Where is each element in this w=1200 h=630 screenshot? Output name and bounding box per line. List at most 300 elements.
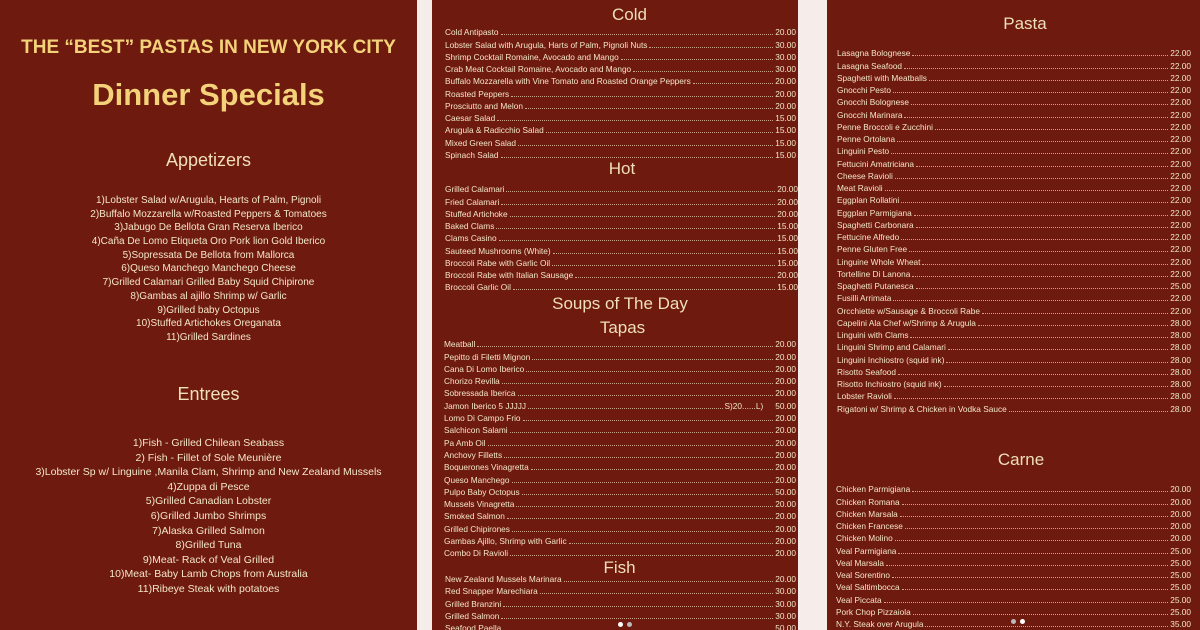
dot-leader bbox=[531, 469, 774, 470]
carne-menu bbox=[836, 482, 1191, 629]
list-item: 8)Gambas al ajillo Shrimp w/ Garlic bbox=[130, 290, 287, 302]
menu-item-name: Penne Gluten Free bbox=[837, 244, 908, 255]
menu-item bbox=[837, 291, 1191, 303]
dot-leader bbox=[912, 55, 1168, 56]
entrees-heading: Entrees bbox=[177, 384, 240, 404]
menu-item bbox=[444, 534, 796, 546]
menu-item-price: 20.00 bbox=[775, 76, 796, 87]
menu-item-name: Salchicon Salami bbox=[444, 425, 508, 436]
menu-item-name: Red Snapper Marechiara bbox=[445, 586, 538, 597]
menu-item bbox=[837, 46, 1191, 58]
list-item: 4)Caña De Lomo Etiqueta Oro Pork lion Gold Iberico bbox=[91, 236, 326, 248]
dot-leader bbox=[516, 506, 773, 507]
menu-item-name: Linguini Shrimp and Calamari bbox=[837, 342, 946, 353]
menu-item-name: Pa Amb Oil bbox=[444, 437, 486, 448]
menu-item-price: 20.00 bbox=[775, 523, 796, 534]
menu-item bbox=[445, 584, 796, 596]
menu-item bbox=[837, 144, 1191, 156]
menu-item-name: Linguini Pesto bbox=[837, 146, 890, 157]
menu-item-name: Arugula & Radicchio Salad bbox=[445, 125, 544, 136]
menu-item bbox=[444, 337, 796, 349]
dot-leader bbox=[895, 178, 1168, 179]
menu-item bbox=[445, 280, 798, 292]
dot-leader bbox=[497, 120, 773, 121]
dot-leader bbox=[499, 240, 776, 241]
menu-item bbox=[837, 193, 1191, 205]
menu-item-price: 22.00 bbox=[1170, 121, 1191, 132]
menu-item-price: 25.00 bbox=[1170, 582, 1191, 593]
menu-item bbox=[445, 123, 796, 135]
menu-item-price: 25.00 bbox=[1170, 545, 1191, 556]
menu-item bbox=[836, 494, 1191, 506]
menu-item bbox=[445, 50, 796, 62]
dot-leader bbox=[982, 313, 1168, 314]
menu-item-price: 20.00 bbox=[1170, 508, 1191, 519]
menu-item-name: Spinach Salad bbox=[445, 149, 499, 160]
dot-leader bbox=[916, 166, 1168, 167]
list-item: 5)Sopressata De Bellota from Mallorca bbox=[122, 249, 295, 261]
menu-item bbox=[445, 231, 798, 243]
menu-item-name: Risotto Seafood bbox=[837, 366, 897, 377]
menu-item-price: 15.00 bbox=[775, 113, 796, 123]
list-item: 7)Grilled Calamari Grilled Baby Squid Chipirone bbox=[102, 277, 315, 289]
entrees-list bbox=[0, 436, 417, 597]
menu-item-price: 20.00 bbox=[775, 474, 796, 485]
dot-leader bbox=[922, 264, 1168, 265]
dot-leader bbox=[904, 68, 1168, 69]
menu-item-price: 25.00 bbox=[1170, 606, 1191, 617]
menu-item bbox=[444, 411, 796, 423]
menu-item-price: 20.00 bbox=[775, 376, 796, 387]
list-item: 11)Ribeye Steak with potatoes bbox=[137, 582, 280, 595]
hot-heading: Hot bbox=[608, 159, 636, 178]
menu-item bbox=[837, 389, 1191, 401]
menu-item-price: 28.00 bbox=[1170, 366, 1191, 377]
dot-leader bbox=[503, 606, 773, 607]
dot-leader bbox=[540, 593, 774, 594]
menu-item-name: Veal Sorentino bbox=[836, 570, 890, 580]
menu-item-price: 25.00 bbox=[1170, 281, 1191, 291]
dot-leader bbox=[897, 141, 1168, 142]
dot-leader bbox=[909, 251, 1168, 252]
menu-item-price: 20.00 bbox=[775, 499, 796, 510]
menu-item-name: Spaghetti Carbonara bbox=[837, 219, 914, 230]
menu-item-price: 20.00 bbox=[775, 511, 796, 522]
menu-item-name: Risotto Inchiostro (squid ink) bbox=[837, 379, 942, 389]
menu-item-price: 20.00 bbox=[775, 425, 796, 436]
menu-item bbox=[445, 256, 798, 268]
menu-item bbox=[836, 482, 1191, 494]
menu-item bbox=[837, 328, 1191, 340]
dot-leader bbox=[525, 108, 773, 109]
dot-leader bbox=[929, 80, 1168, 81]
starters-panel bbox=[432, 0, 798, 630]
menu-item-name: Broccoli Rabe with Garlic Oil bbox=[445, 257, 551, 268]
menu-item-price: 35.00 bbox=[1170, 619, 1191, 629]
list-item: 7)Alaska Grilled Salmon bbox=[152, 524, 265, 537]
dot-leader bbox=[978, 325, 1168, 326]
dot-leader bbox=[511, 96, 773, 97]
dot-leader bbox=[502, 383, 773, 384]
menu-item-price: 28.00 bbox=[1170, 379, 1191, 389]
menu-item-price: 15.00 bbox=[777, 282, 798, 293]
menu-item bbox=[445, 37, 796, 49]
menu-item-price: 25.00 bbox=[1170, 557, 1191, 568]
dot-leader bbox=[914, 215, 1169, 216]
menu-item bbox=[836, 568, 1191, 580]
menu-item-price: 22.00 bbox=[1170, 85, 1191, 95]
menu-item-price: 22.00 bbox=[1170, 207, 1191, 218]
menu-item-name: Sauteed Mushrooms (White) bbox=[445, 245, 551, 256]
menu-item-name: Eggplan Parmigiana bbox=[837, 207, 912, 218]
dot-leader bbox=[501, 618, 773, 619]
dot-leader bbox=[885, 190, 1169, 191]
menu-item-price: 22.00 bbox=[1170, 293, 1191, 304]
menu-item-price: 20.00 bbox=[775, 100, 796, 111]
menu-item-name: Pepitto di Filetti Mignon bbox=[444, 351, 531, 362]
list-item: 4)Zuppa di Pesce bbox=[167, 480, 250, 493]
menu-item-price: 15.00 bbox=[777, 245, 798, 256]
menu-item-name: Broccoli Rabe with Italian Sausage bbox=[445, 270, 574, 280]
menu-item bbox=[444, 521, 796, 533]
menu-item bbox=[836, 531, 1191, 543]
specials-panel bbox=[0, 0, 417, 630]
menu-item-price: 20.00 bbox=[777, 184, 798, 195]
menu-item-name: Smoked Salmon bbox=[444, 511, 505, 522]
menu-item bbox=[837, 377, 1191, 389]
menu-item-name: Grilled Branzini bbox=[445, 598, 502, 609]
menu-item bbox=[444, 546, 796, 558]
menu-item-name: Fusilli Arrimata bbox=[837, 293, 892, 304]
menu-item bbox=[444, 485, 796, 497]
menu-item-name: Stuffed Artichoke bbox=[445, 208, 508, 219]
dot-leader bbox=[900, 516, 1168, 517]
menu-item-price: 22.00 bbox=[1170, 134, 1191, 144]
dot-leader bbox=[532, 359, 773, 360]
carousel-dot[interactable] bbox=[627, 622, 632, 627]
menu-item bbox=[837, 316, 1191, 328]
menu-item bbox=[444, 349, 796, 361]
menu-item-name: Veal Parmigiana bbox=[836, 545, 897, 556]
dinner-specials-title: Dinner Specials bbox=[92, 77, 325, 112]
menu-item-price: 20.00 bbox=[775, 351, 796, 362]
menu-item-price: 28.00 bbox=[1170, 354, 1191, 365]
menu-item-name: Pulpo Baby Octopus bbox=[444, 486, 520, 497]
menu-item-price: 25.00 bbox=[1170, 594, 1191, 605]
menu-item-price: 20.00 bbox=[775, 548, 796, 559]
dot-leader bbox=[893, 92, 1168, 93]
dot-leader bbox=[518, 145, 773, 146]
menu-item-price: 20.00 bbox=[775, 388, 796, 399]
menu-item-price: 20.00 bbox=[775, 339, 796, 350]
menu-item bbox=[445, 572, 796, 584]
menu-item-price: 20.00 bbox=[775, 437, 796, 448]
dot-leader bbox=[912, 491, 1168, 492]
menu-item-name: Mixed Green Salad bbox=[445, 137, 517, 148]
menu-item-name: Veal Marsala bbox=[836, 557, 884, 568]
carousel-dot[interactable] bbox=[1011, 619, 1016, 624]
menu-item-price: 22.00 bbox=[1170, 158, 1191, 169]
menu-item-name: Roasted Peppers bbox=[445, 88, 510, 99]
menu-item-price: 28.00 bbox=[1170, 403, 1191, 414]
menu-item bbox=[445, 25, 796, 37]
menu-item bbox=[444, 509, 796, 521]
panel-divider bbox=[417, 0, 432, 630]
menu-item-name: Penne Broccoli e Zucchini bbox=[837, 121, 933, 132]
list-item: 2) Fish - Fillet of Sole Meunière bbox=[135, 451, 282, 464]
menu-item-price: 22.00 bbox=[1170, 244, 1191, 255]
menu-item-price: 28.00 bbox=[1170, 391, 1191, 402]
dot-leader bbox=[1009, 411, 1169, 412]
menu-item-price: 22.00 bbox=[1170, 48, 1191, 59]
menu-item-name: Seafood Paella bbox=[445, 622, 502, 630]
dot-leader bbox=[898, 374, 1168, 375]
dot-leader bbox=[916, 227, 1169, 228]
dot-leader bbox=[904, 117, 1168, 118]
dot-leader bbox=[649, 47, 773, 48]
menu-item-price: 20.00 bbox=[775, 462, 796, 473]
menu-item bbox=[444, 448, 796, 460]
menu-item-price: 22.00 bbox=[1170, 183, 1191, 193]
menu-item-price: 20.00 bbox=[775, 27, 796, 38]
menu-item bbox=[445, 86, 796, 98]
dot-leader bbox=[477, 346, 773, 347]
hot-menu bbox=[445, 182, 798, 292]
menu-item-name: Eggplan Rollatini bbox=[837, 195, 900, 206]
cold-menu bbox=[445, 25, 796, 160]
menu-item bbox=[837, 254, 1191, 266]
menu-item-name: Linguine Whole Wheat bbox=[837, 256, 921, 267]
list-item: 10)Stuffed Artichokes Oreganata bbox=[136, 318, 281, 330]
dot-leader bbox=[523, 420, 774, 421]
dot-leader bbox=[901, 239, 1168, 240]
dot-leader bbox=[510, 432, 774, 433]
menu-item bbox=[836, 556, 1191, 568]
menu-item-name: Penne Ortolana bbox=[837, 134, 896, 144]
pasta-heading: Pasta bbox=[1003, 14, 1047, 33]
menu-item-name: Fettucini Amatriciana bbox=[837, 158, 915, 169]
dot-leader bbox=[552, 265, 775, 266]
pasta-menu bbox=[837, 46, 1191, 414]
restaurant-headline: THE “BEST” PASTAS IN NEW YORK CITY bbox=[21, 37, 396, 58]
menu-item bbox=[444, 398, 796, 410]
menu-item-price: 30.00 bbox=[775, 51, 796, 62]
menu-item-name: Orcchiette w/Sausage & Broccoli Rabe bbox=[837, 305, 980, 316]
dot-leader bbox=[911, 104, 1168, 105]
dot-leader bbox=[913, 614, 1169, 615]
dot-leader bbox=[526, 371, 773, 372]
dot-leader bbox=[892, 577, 1168, 578]
fish-heading: Fish bbox=[603, 558, 636, 577]
menu-item bbox=[837, 365, 1191, 377]
dot-leader bbox=[633, 71, 773, 72]
dot-leader bbox=[621, 59, 774, 60]
dot-leader bbox=[693, 83, 773, 84]
menu-item bbox=[837, 71, 1191, 83]
menu-item-price: 20.00 bbox=[1170, 484, 1191, 495]
carousel-dot-active[interactable] bbox=[618, 622, 623, 627]
menu-item-name: Crab Meat Cocktail Romaine, Avocado and Mango bbox=[445, 64, 632, 74]
list-item: 5)Grilled Canadian Lobster bbox=[145, 495, 272, 508]
menu-item-name: Linguini with Clams bbox=[837, 330, 909, 340]
dot-leader bbox=[504, 457, 773, 458]
dot-leader bbox=[506, 191, 775, 192]
dot-leader bbox=[893, 300, 1168, 301]
menu-item-name: Chicken Romana bbox=[836, 496, 900, 507]
menu-item-name: Lasagna Bolognese bbox=[837, 48, 911, 59]
menu-item-name: Veal Piccata bbox=[836, 594, 882, 605]
list-item: 3)Jabugo De Bellota Gran Reserva Iberico bbox=[114, 222, 303, 234]
menu-item bbox=[836, 507, 1191, 519]
menu-item-name: Fettucine Alfredo bbox=[837, 232, 900, 242]
menu-item bbox=[836, 543, 1191, 555]
appetizers-list bbox=[0, 194, 417, 345]
menu-item-name: Rigatoni w/ Shrimp & Chicken in Vodka Sauce bbox=[837, 403, 1007, 414]
dot-leader bbox=[935, 129, 1168, 130]
menu-item bbox=[837, 181, 1191, 193]
menu-item bbox=[445, 111, 796, 123]
list-item: 9)Grilled baby Octopus bbox=[157, 304, 260, 316]
menu-item bbox=[444, 497, 796, 509]
carousel-indicator[interactable] bbox=[1011, 619, 1025, 624]
menu-item-price: 30.00 bbox=[775, 598, 796, 609]
menu-item bbox=[445, 268, 798, 280]
dot-leader bbox=[528, 408, 722, 409]
carousel-dot-active[interactable] bbox=[1020, 619, 1025, 624]
menu-item-name: Boquerones Vinagretta bbox=[444, 462, 529, 473]
menu-item-name: Jamon Iberico 5 JJJJJ bbox=[444, 400, 527, 411]
menu-item-name: New Zealand Mussels Marinara bbox=[445, 574, 562, 585]
menu-item-name: Fried Calamari bbox=[445, 196, 500, 207]
panel-divider bbox=[798, 0, 827, 630]
menu-item bbox=[445, 74, 796, 86]
dot-leader bbox=[944, 386, 1169, 387]
menu-item bbox=[444, 460, 796, 472]
menu-item-price: 20.00 bbox=[777, 196, 798, 207]
menu-item-name: Sobressada Iberica bbox=[444, 388, 516, 399]
menu-item-name: Gnocchi Marinara bbox=[837, 109, 903, 120]
menu-item-price: 22.00 bbox=[1170, 305, 1191, 316]
appetizers-heading: Appetizers bbox=[165, 150, 252, 170]
menu-item bbox=[445, 182, 798, 194]
menu-item bbox=[837, 58, 1191, 70]
menu-item bbox=[837, 401, 1191, 413]
menu-item-name: Anchovy Filletts bbox=[444, 449, 503, 460]
menu-item bbox=[445, 243, 798, 255]
menu-item-name: Veal Saltimbocca bbox=[836, 582, 900, 593]
menu-item-name: Meatball bbox=[444, 339, 476, 350]
list-item: 3)Lobster Sp w/ Linguine ,Manila Clam, Shrimp and New Zealand Mussels bbox=[35, 466, 382, 479]
dot-leader bbox=[895, 540, 1169, 541]
menu-item bbox=[444, 362, 796, 374]
menu-item-price: 30.00 bbox=[775, 64, 796, 74]
menu-item-name: Gambas Ajillo, Shrimp with Garlic bbox=[444, 536, 567, 547]
menu-item-price: 15.00 bbox=[775, 125, 796, 136]
dot-leader bbox=[894, 398, 1168, 399]
menu-item bbox=[444, 386, 796, 398]
mains-panel bbox=[827, 0, 1200, 630]
menu-item-name: Prosciutto and Melon bbox=[445, 100, 523, 111]
menu-item-price: 15.00 bbox=[775, 149, 796, 160]
soups-heading: Soups of The Day bbox=[552, 294, 688, 313]
menu-item-name: Gnocchi Bolognese bbox=[837, 97, 909, 108]
menu-item-price: 20.00 bbox=[777, 270, 798, 280]
menu-item bbox=[837, 267, 1191, 279]
menu-item bbox=[445, 207, 798, 219]
menu-item-name: Caesar Salad bbox=[445, 113, 496, 123]
menu-item-name: Chicken Molino bbox=[836, 533, 893, 544]
menu-item-price: 20.00 bbox=[775, 536, 796, 547]
menu-item-price: 20.00 bbox=[775, 574, 796, 585]
menu-item-price: 22.00 bbox=[1170, 146, 1191, 157]
list-item: 1)Fish - Grilled Chilean Seabass bbox=[132, 437, 285, 449]
menu-item bbox=[837, 205, 1191, 217]
menu-item bbox=[837, 279, 1191, 291]
menu-item-price: 22.00 bbox=[1170, 60, 1191, 71]
menu-item-price: 20.00 bbox=[1170, 533, 1191, 544]
list-item: 6)Grilled Jumbo Shrimps bbox=[150, 509, 267, 522]
menu-item bbox=[837, 120, 1191, 132]
menu-item-price: 50.00 bbox=[775, 400, 796, 411]
menu-item bbox=[445, 596, 796, 608]
carousel-indicator[interactable] bbox=[618, 622, 632, 627]
menu-item bbox=[837, 95, 1191, 107]
dot-leader bbox=[912, 276, 1168, 277]
menu-item-name: Cheese Ravioli bbox=[837, 170, 893, 181]
menu-item-price: 20.00 bbox=[775, 363, 796, 374]
menu-item bbox=[836, 605, 1191, 617]
menu-item-name: Lobster Salad with Arugula, Harts of Palm, Pignoli Nuts bbox=[445, 39, 648, 50]
menu-item-name: Queso Manchego bbox=[444, 474, 510, 485]
menu-item bbox=[837, 156, 1191, 168]
menu-item-price: 15.00 bbox=[777, 257, 798, 268]
tapas-heading: Tapas bbox=[599, 318, 646, 337]
menu-item-price: 20.00 bbox=[1170, 496, 1191, 507]
menu-item-price: 50.00 bbox=[775, 622, 796, 630]
dot-leader bbox=[510, 216, 776, 217]
dot-leader bbox=[925, 626, 1168, 627]
menu-item-name: N.Y. Steak over Arugula bbox=[836, 619, 924, 629]
menu-item-name: Gnocchi Pesto bbox=[837, 85, 891, 95]
menu-item bbox=[837, 242, 1191, 254]
menu-item bbox=[836, 519, 1191, 531]
list-item: 8)Grilled Tuna bbox=[175, 539, 242, 552]
dot-leader bbox=[884, 602, 1169, 603]
menu-item-name: Clams Casino bbox=[445, 233, 497, 244]
dot-leader bbox=[501, 157, 774, 158]
menu-item-price: 15.00 bbox=[777, 233, 798, 244]
dot-leader bbox=[891, 153, 1168, 154]
dot-leader bbox=[522, 494, 774, 495]
dot-leader bbox=[901, 202, 1168, 203]
menu-item-price: 15.00 bbox=[775, 137, 796, 148]
dot-leader bbox=[902, 504, 1169, 505]
dot-leader bbox=[507, 518, 773, 519]
menu-item-name: Mussels Vinagretta bbox=[444, 499, 515, 510]
carne-heading: Carne bbox=[997, 450, 1045, 469]
menu-item-price: 15.00 bbox=[777, 221, 798, 231]
menu-item-name: Chicken Marsala bbox=[836, 508, 898, 519]
dot-leader bbox=[546, 132, 774, 133]
menu-item bbox=[837, 169, 1191, 181]
dot-leader bbox=[898, 553, 1168, 554]
menu-item-price: 28.00 bbox=[1170, 317, 1191, 328]
dot-leader bbox=[569, 543, 774, 544]
list-item: 6)Queso Manchego Manchego Cheese bbox=[121, 263, 296, 275]
menu-item bbox=[837, 303, 1191, 315]
menu-item bbox=[837, 230, 1191, 242]
menu-item-price: 22.00 bbox=[1170, 97, 1191, 108]
